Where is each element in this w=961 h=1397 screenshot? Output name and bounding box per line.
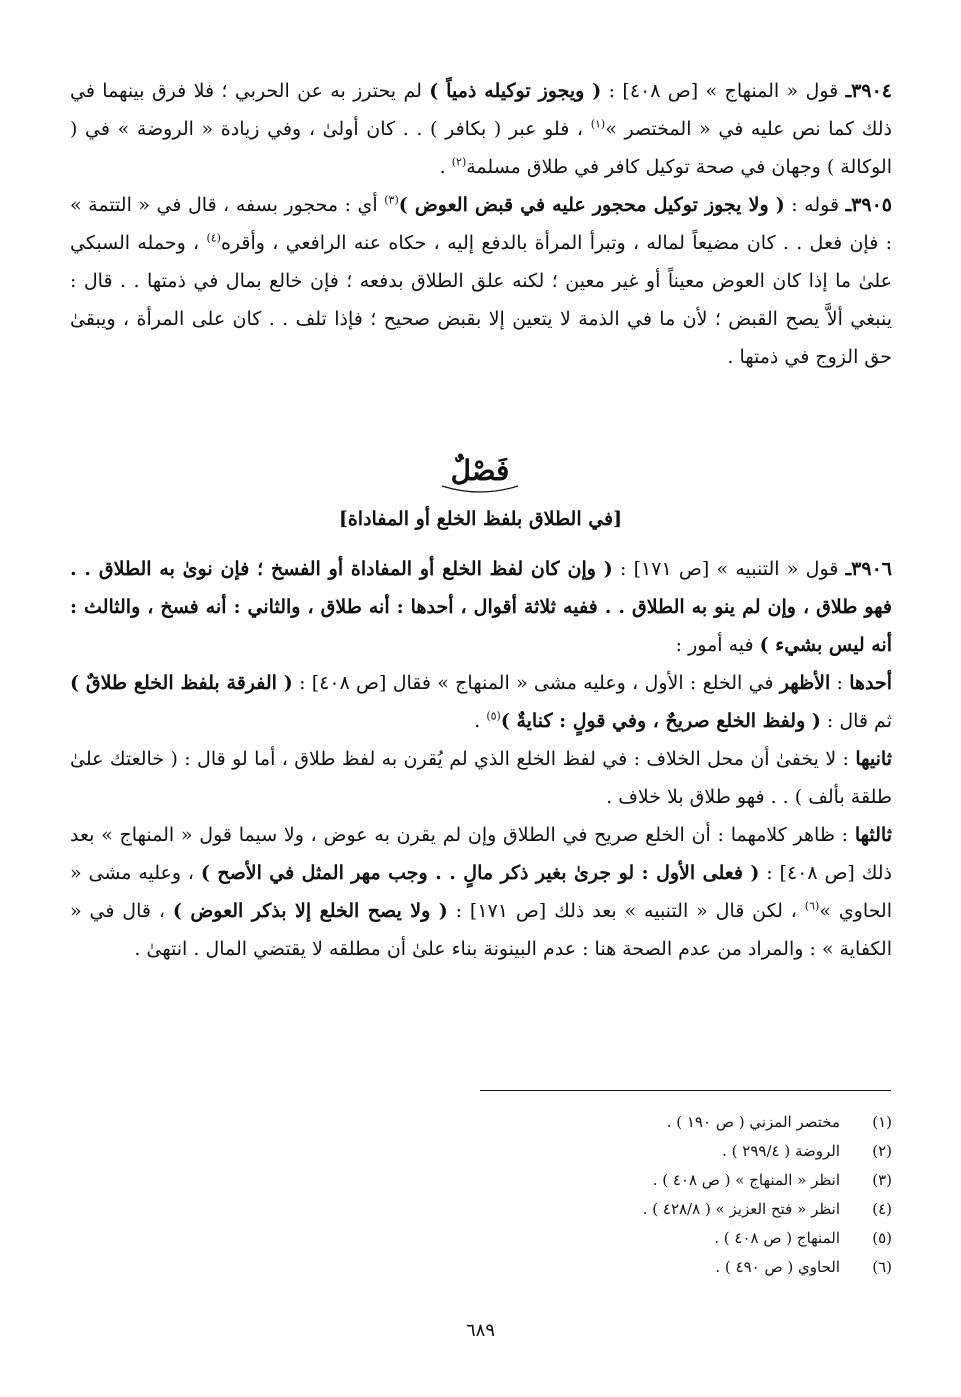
- text-run: أي : محجور بسفه ، قال في « التتمة » : فإن فعل . . كان مضيعاً لماله ، وتبرأ المرأة بالدفع إليه ، حكاه عنه الرافعي ، وأقره: [70, 194, 892, 254]
- text-run: .: [439, 156, 452, 178]
- text-run: ، قال في « الكفاية » : والمراد من عدم الصحة هنا : عدم البينونة بناء علىٰ أن مطلقه لا يقتضي المال . انتهىٰ .: [70, 900, 892, 960]
- footnote-item: [480, 1108, 892, 1137]
- bold-text: ( الفرقة بلفظ الخلع طلاقٌ ): [70, 672, 293, 694]
- footnote-item: [480, 1137, 892, 1166]
- text-run: فيه أمور :: [675, 634, 760, 656]
- paragraph-3904: [70, 72, 892, 186]
- footnote-ref: (٤): [206, 231, 221, 245]
- footnote-ref: (٦): [804, 899, 820, 913]
- footnote-item: [480, 1166, 892, 1195]
- section-title: [في الطلاق بلفظ الخلع أو المفاداة]: [338, 508, 623, 530]
- footnote-ref: (٥): [486, 709, 501, 723]
- footnote-item: [480, 1224, 892, 1253]
- footnote-number: (١): [872, 1113, 892, 1131]
- bold-text: ( وإن كان لفظ الخلع أو المفاداة أو الفسخ ؛ فإن نوىٰ به الطلاق . . فهو طلاق ، وإن لم ينو به الطلاق . . ففيه ثلاثة أقوال ، أحدها : أنه طلاق ، والثاني : أنه فسخ ، والثالث : أنه ليس بشيء ): [70, 558, 892, 656]
- fasl-heading: فَصْلٌ: [450, 454, 510, 487]
- footnote-number: (٦): [872, 1258, 892, 1276]
- bold-text: ( ويجوز توكيله ذمياً ): [429, 80, 602, 102]
- footnote-text: الروضة ( ٢٩٩/٤ ) .: [722, 1142, 840, 1160]
- bold-text: ثالثها: [854, 824, 892, 846]
- paragraph-first-point: [70, 664, 892, 740]
- footnote-divider: [480, 1090, 891, 1091]
- paragraph-second-point: [70, 740, 892, 816]
- bottom-text-block: [70, 550, 892, 968]
- footnote-text: الحاوي ( ص ٤٩٠ ) .: [715, 1258, 840, 1276]
- text-run: ، وعليه مشى « الحاوي »: [70, 862, 892, 922]
- footnote-item: [480, 1253, 892, 1282]
- footnotes: [480, 1108, 892, 1282]
- footnote-ref: (١): [590, 117, 606, 131]
- text-run: : لا يخفىٰ أن محل الخلاف : في لفظ الخلع الذي لم يُقرن به لفظ طلاق ، أما لو قال : ( خالعتك علىٰ طلقة بألف ) . . فهو طلاق بلا خلاف .: [70, 748, 892, 808]
- text-run: في الخلع : الأول ، وعليه مشى « المنهاج » فقال [ص ٤٠٨] :: [292, 672, 780, 694]
- footnote-text: انظر « المنهاج » ( ص ٤٠٨ ) .: [652, 1171, 840, 1189]
- bold-text: ( ولفظ الخلع صريحٌ ، وفي قولٍ : كنايةٌ ): [500, 710, 821, 732]
- footnote-number: (٤): [872, 1200, 892, 1218]
- text-run: ، لكن قال « التنبيه » بعد ذلك [ص ١٧١] :: [447, 900, 805, 922]
- footnote-number: (٣): [872, 1171, 892, 1189]
- footnote-text: انظر « فتح العزيز » ( ٤٢٨/٨ ) .: [642, 1200, 840, 1218]
- footnote-number: (٢): [872, 1142, 892, 1160]
- paragraph-third-point: [70, 816, 892, 968]
- top-text-block: [70, 72, 892, 376]
- bold-text: أحدها: [849, 672, 893, 694]
- bold-text: ( فعلى الأول : لو جرىٰ بغير ذكر مالٍ . . وجب مهر المثل في الأصح ): [200, 862, 760, 884]
- bold-text: ( ولا يصح الخلع إلا بذكر العوض ): [172, 900, 448, 922]
- text-run: لم يحترز به عن الحربي ؛ فلا فرق بينهما في ذلك كما نص عليه في « المختصر »: [70, 80, 892, 140]
- text-run: قول « التنبيه » [ص ١٧١] :: [612, 558, 846, 580]
- bold-text: ٣٩٠٤ـ: [845, 80, 892, 102]
- page-number: ٦٨٩: [465, 1320, 495, 1341]
- footnote-ref: (٢): [451, 155, 467, 169]
- text-run: :: [830, 672, 850, 694]
- paragraph-3906: [70, 550, 892, 664]
- bold-text: الأظهر: [779, 672, 831, 694]
- fasl-heading-ornament: [380, 440, 580, 500]
- text-run: قول « المنهاج » [ص ٤٠٨] :: [601, 80, 846, 102]
- footnote-text: المنهاج ( ص ٤٠٨ ) .: [714, 1229, 840, 1247]
- bold-text: ٣٩٠٦ـ: [845, 558, 892, 580]
- text-run: ، فلو عبر ( بكافر ) . . كان أولىٰ ، وفي زيادة « الروضة » في ( الوكالة ) وجهان في صحة توكيل كافر في طلاق مسلمة: [70, 118, 892, 178]
- text-run: ، وحمله السبكي علىٰ ما إذا كان العوض معيناً أو غير معين ؛ لكنه علق الطلاق بدفعه ؛ فإن خالع بمال في ذمتها . . قال : ينبغي ألاَّ يصح القبض ؛ لأن ما في الذمة لا يتعين إلا بقبض صحيح ؛ فإذا تلف . . كان على المرأة ، ويبقىٰ حق الزوج في ذمتها .: [70, 232, 892, 368]
- footnote-ref: (٣): [384, 193, 399, 207]
- bold-text: ( ولا يجوز توكيل محجور عليه في قبض العوض ): [398, 194, 785, 216]
- text-run: ثم قال :: [820, 710, 892, 732]
- bold-text: ثانيها: [855, 748, 892, 770]
- footnote-text: مختصر المزني ( ص ١٩٠ ) .: [666, 1113, 840, 1131]
- text-run: قوله :: [784, 194, 846, 216]
- text-run: .: [474, 710, 487, 732]
- bold-text: ٣٩٠٥ـ: [845, 194, 892, 216]
- footnote-number: (٥): [872, 1229, 892, 1247]
- paragraph-3905: [70, 186, 892, 376]
- text-run: : ظاهر كلامهما : أن الخلع صريح في الطلاق وإن لم يقرن به عوض ، ولا سيما قول « المنهاج » بعد ذلك [ص ٤٠٨] :: [70, 824, 892, 884]
- footnote-item: [480, 1195, 892, 1224]
